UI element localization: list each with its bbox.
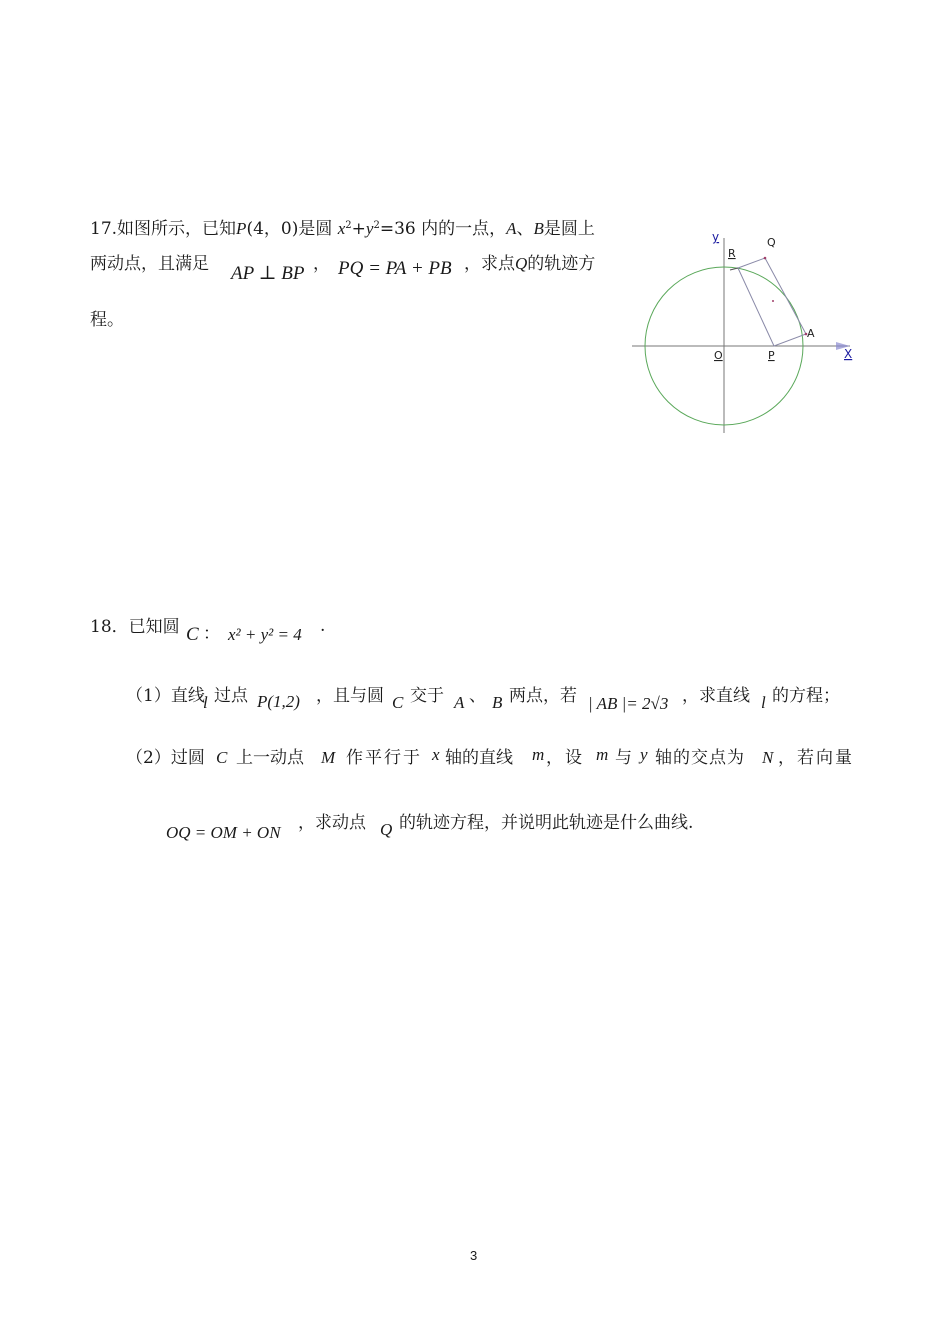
q18-text: ，求动点: [298, 813, 366, 833]
label-x: X: [844, 347, 853, 361]
q18-text: 轴的直线: [445, 748, 513, 768]
label-Q: Q: [767, 236, 776, 249]
q17-text: 两动点，且满足: [90, 254, 209, 274]
q18-text: 两点，若: [509, 686, 577, 706]
q18-text: ，设: [546, 748, 584, 768]
q18-text: ，且与圆: [316, 686, 384, 706]
var-B: B: [492, 693, 503, 712]
segment-RB: [730, 268, 738, 270]
eq-rhs: =36: [379, 219, 416, 239]
q18-text: 的方程；: [772, 686, 840, 706]
point-Q: [764, 257, 767, 260]
point-P: P(1,2): [257, 692, 300, 711]
q18-part1-label: （1）直线: [126, 686, 205, 706]
q17-line2-text: [90, 249, 209, 274]
q17-text: ，求点: [464, 254, 515, 274]
period: .: [320, 616, 326, 636]
point-M: M: [321, 748, 336, 767]
q18-text: 已知圆: [128, 617, 180, 637]
coords: (4，0): [246, 219, 299, 239]
q18-text: ，若向量: [778, 748, 854, 768]
line-l: l: [761, 693, 766, 712]
label-P: P: [768, 349, 775, 362]
q18-text: 上一动点: [236, 748, 304, 768]
var-B: B: [533, 219, 544, 238]
separator: 、: [469, 686, 486, 706]
q17-line2-end: [464, 249, 595, 274]
var-A: A: [506, 219, 517, 238]
q17-text: 是圆上: [543, 219, 595, 239]
q17-text: 的轨迹方: [527, 254, 596, 274]
label-O: O: [714, 349, 723, 362]
q18-text: 交于: [410, 686, 444, 706]
q18-text: 作平行于: [346, 748, 422, 768]
label-y: y: [712, 230, 720, 244]
comma: ，: [313, 254, 330, 274]
q18-text: 的轨迹方程，并说明此轨迹是什么曲线.: [399, 813, 694, 833]
q18-text: 轴的交点为: [655, 748, 745, 768]
label-A: A: [807, 327, 815, 340]
q18-text: ，求直线: [682, 686, 750, 706]
point-N: N: [762, 748, 774, 767]
circle-C: C: [392, 693, 404, 712]
var-y: y: [365, 219, 374, 238]
condition-vector-sum: PQ = PA + PB: [338, 258, 452, 279]
q17-line3: 程。: [90, 310, 124, 330]
q18-text: 过点: [214, 686, 248, 706]
point-Q: Q: [380, 820, 393, 839]
colon: ：: [203, 624, 220, 644]
separator: 、: [516, 219, 534, 239]
vector-equation: OQ = OM + ON: [166, 823, 281, 842]
q18-part2-label: （2）过圆: [126, 748, 205, 768]
q18-intro: [90, 612, 180, 637]
q17-text: 如图所示，已知: [117, 219, 237, 239]
line-m: m: [596, 745, 609, 764]
q17-figure: [628, 228, 868, 438]
label-R: R: [728, 247, 736, 260]
plus: +: [351, 219, 366, 239]
q18-number: 18．: [90, 617, 129, 637]
chord-length: | AB |= 2√3: [588, 694, 669, 713]
q17-number: 17.: [90, 219, 118, 239]
circle-C: C: [186, 624, 199, 645]
line-l: l: [203, 693, 208, 712]
var-x: x: [432, 745, 440, 764]
page-number: 3: [470, 1248, 478, 1263]
var-A: A: [454, 693, 465, 712]
q17-text: 内的一点，: [421, 219, 507, 239]
point-midpoint: [772, 300, 774, 302]
var-y: y: [640, 745, 648, 764]
line-m: m: [532, 745, 545, 764]
var-x: x: [337, 219, 346, 238]
var-P: P: [236, 219, 247, 238]
circle-equation: x² + y² = 4: [228, 625, 302, 644]
q18-text: 与: [615, 748, 632, 768]
circle-C: C: [216, 748, 228, 767]
q17-text: 是圆: [298, 219, 333, 239]
condition-perpendicular: AP ⊥ BP: [231, 263, 305, 284]
q17-line1: 17.如图所示，已知P(4，0)是圆 $x^2+y^2=36$ 内的一点，A、B是圆上: [90, 219, 595, 239]
var-Q: Q: [515, 254, 528, 273]
